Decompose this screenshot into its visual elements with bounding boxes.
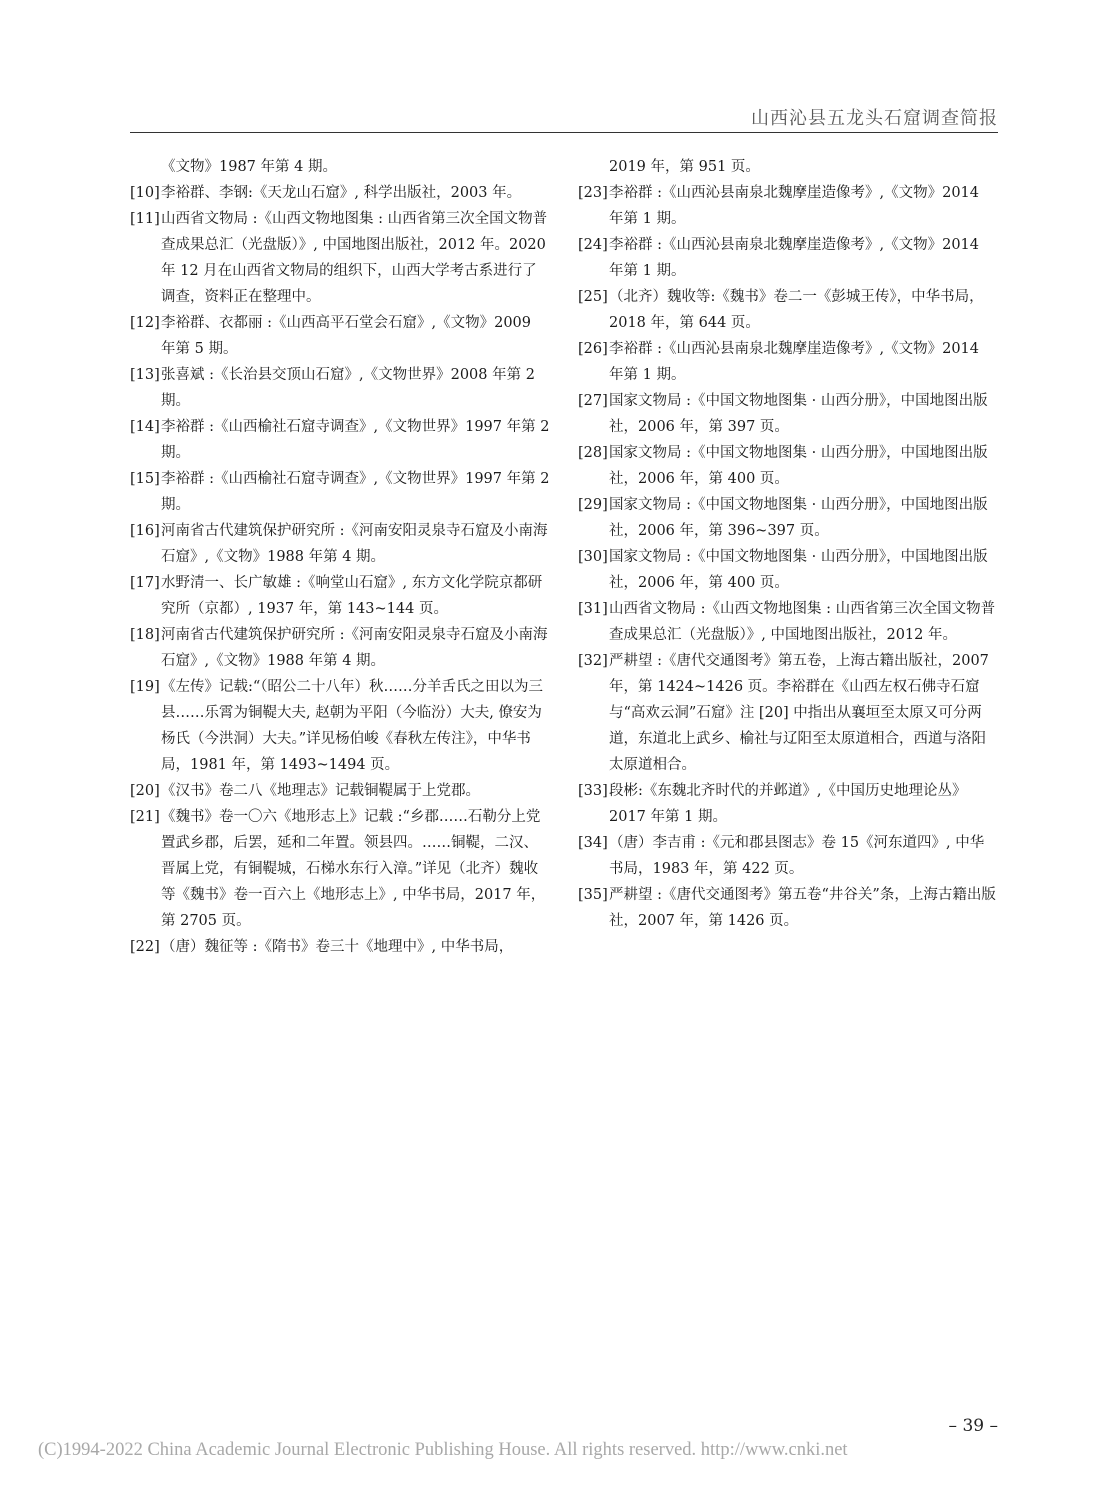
reference-item [130,180,550,206]
reference-text: （唐）李吉甫 :《元和郡县图志》卷 15《河东道四》, 中华书局，1983 年，第 422 页。 [609,835,985,877]
reference-number: [14] [130,419,160,435]
reference-text: 国家文物局 :《中国文物地图集 · 山西分册》，中国地图出版社，2006 年，第 396~397 页。 [609,497,988,539]
reference-text: （北齐）魏收等:《魏书》卷二一《彭城王传》，中华书局，2018 年，第 644 页。 [609,289,984,331]
reference-number: [35] [578,887,608,903]
reference-text: 山西省文物局 :《山西文物地图集 : 山西省第三次全国文物普查成果总汇（光盘版）》, 中国地图出版社，2012 年。 [609,601,996,643]
reference-item [578,492,998,544]
reference-number: [15] [130,471,160,487]
reference-number: [34] [578,835,608,851]
reference-number: [20] [130,783,160,799]
reference-item [130,414,550,466]
reference-text: 国家文物局 :《中国文物地图集 · 山西分册》，中国地图出版社，2006 年，第 397 页。 [609,393,988,435]
reference-text: 李裕群、李钢:《天龙山石窟》, 科学出版社，2003 年。 [161,185,522,201]
reference-item [578,544,998,596]
reference-text: 山西省文物局 :《山西文物地图集 : 山西省第三次全国文物普查成果总汇（光盘版）》, 中国地图出版社，2012 年。2020 年 12 月在山西省文物局的组织下，山西大学考古系进行了调查，资料正在整理中。 [161,211,548,305]
reference-item [578,232,998,284]
reference-number: [27] [578,393,608,409]
reference-text: 《左传》记载:“（昭公二十八年）秋……分羊舌氏之田以为三县……乐霄为铜鞮大夫, 赵朝为平阳（今临汾）大夫, 僚安为杨氏（今洪洞）大夫。”详见杨伯峻《春秋左传注》，中华书局，1981 年，第 1493~1494 页。 [161,679,544,773]
reference-item [578,388,998,440]
reference-item [578,440,998,492]
reference-text: 水野清一、长广敏雄 :《响堂山石窟》, 东方文化学院京都研究所（京都）, 1937 年，第 143~144 页。 [161,575,543,617]
reference-item [130,310,550,362]
reference-number: [28] [578,445,608,461]
reference-number: [25] [578,289,608,305]
reference-text: 张喜斌 :《长治县交顶山石窟》,《文物世界》2008 年第 2 期。 [161,367,535,409]
references-left-column [130,154,550,960]
reference-item [578,778,998,830]
reference-text: 《汉书》卷二八《地理志》记载铜鞮属于上党郡。 [161,783,480,799]
reference-text: （唐）魏征等 :《隋书》卷三十《地理中》, 中华书局， [161,939,514,955]
reference-item [578,648,998,778]
running-head: 山西沁县五龙头石窟调查简报 [751,108,998,129]
reference-text: 李裕群、衣都丽 :《山西高平石堂会石窟》,《文物》2009 年第 5 期。 [161,315,532,357]
reference-number: [21] [130,809,160,825]
reference-text: 严耕望 :《唐代交通图考》第五卷，上海古籍出版社，2007 年，第 1424~1426 页。李裕群在《山西左权石佛寺石窟与“高欢云洞”石窟》注 [20] 中指出从襄垣至太原又可分两道，东道北上武乡、榆社与辽阳至太原道相合，西道与洛阳太原道相合。 [609,653,989,773]
reference-text: 国家文物局 :《中国文物地图集 · 山西分册》，中国地图出版社，2006 年，第 400 页。 [609,549,988,591]
reference-text: 李裕群 :《山西沁县南泉北魏摩崖造像考》,《文物》2014 年第 1 期。 [609,341,980,383]
reference-text: 李裕群 :《山西榆社石窟寺调查》,《文物世界》1997 年第 2 期。 [161,471,550,513]
reference-item: 2019 年，第 951 页。 [609,159,760,175]
reference-item [578,882,998,934]
reference-text: 河南省古代建筑保护研究所 :《河南安阳灵泉寺石窟及小南海石窟》,《文物》1988 年第 4 期。 [161,523,548,565]
reference-number: [16] [130,523,160,539]
reference-text: 李裕群 :《山西沁县南泉北魏摩崖造像考》,《文物》2014 年第 1 期。 [609,237,980,279]
reference-number: [31] [578,601,608,617]
reference-item [130,778,550,804]
reference-item [130,518,550,570]
reference-number: [11] [130,211,160,227]
reference-number: [32] [578,653,608,669]
reference-number: [24] [578,237,608,253]
reference-number: [26] [578,341,608,357]
reference-number: [18] [130,627,160,643]
reference-number: [22] [130,939,160,955]
reference-number: [12] [130,315,160,331]
reference-item [130,206,550,310]
reference-item [130,466,550,518]
reference-number: [13] [130,367,160,383]
reference-number: [33] [578,783,608,799]
reference-item: 《文物》1987 年第 4 期。 [161,159,337,175]
reference-item [130,674,550,778]
reference-item [130,934,550,960]
reference-number: [23] [578,185,608,201]
reference-number: [10] [130,185,160,201]
reference-text: 河南省古代建筑保护研究所 :《河南安阳灵泉寺石窟及小南海石窟》,《文物》1988 年第 4 期。 [161,627,548,669]
reference-text: 李裕群 :《山西榆社石窟寺调查》,《文物世界》1997 年第 2 期。 [161,419,550,461]
reference-text: 李裕群 :《山西沁县南泉北魏摩崖造像考》,《文物》2014 年第 1 期。 [609,185,980,227]
reference-item [578,180,998,232]
reference-item [130,570,550,622]
reference-number: [29] [578,497,608,513]
reference-item [578,284,998,336]
reference-text: 《魏书》卷一〇六《地形志上》记载 :“乡郡……石勒分上党置武乡郡，后罢，延和二年置。领县四。……铜鞮，二汉、晋属上党，有铜鞮城，石梯水东行入漳。”详见（北齐）魏收 等《魏书》卷一百六上《地形志上》, 中华书局，2017 年，第 2705 页。 [161,809,546,929]
reference-text: 严耕望 :《唐代交通图考》第五卷“井谷关”条，上海古籍出版社，2007 年，第 1426 页。 [609,887,996,929]
reference-item [130,804,550,934]
references-right-column [578,154,998,934]
reference-number: [17] [130,575,160,591]
copyright-footer: (C)1994-2022 China Academic Journal Electronic Publishing House. All rights reserved. http://www.cnki.net [38,1440,848,1460]
reference-item [578,830,998,882]
reference-text: 国家文物局 :《中国文物地图集 · 山西分册》，中国地图出版社，2006 年，第 400 页。 [609,445,988,487]
header-rule [130,132,998,133]
reference-text: 段彬:《东魏北齐时代的并邺道》,《中国历史地理论丛》2017 年第 1 期。 [609,783,967,825]
reference-item [130,362,550,414]
reference-item [130,622,550,674]
reference-number: [30] [578,549,608,565]
reference-number: [19] [130,679,160,695]
reference-item [578,336,998,388]
page-number: – 39 – [948,1416,998,1436]
reference-item [578,596,998,648]
